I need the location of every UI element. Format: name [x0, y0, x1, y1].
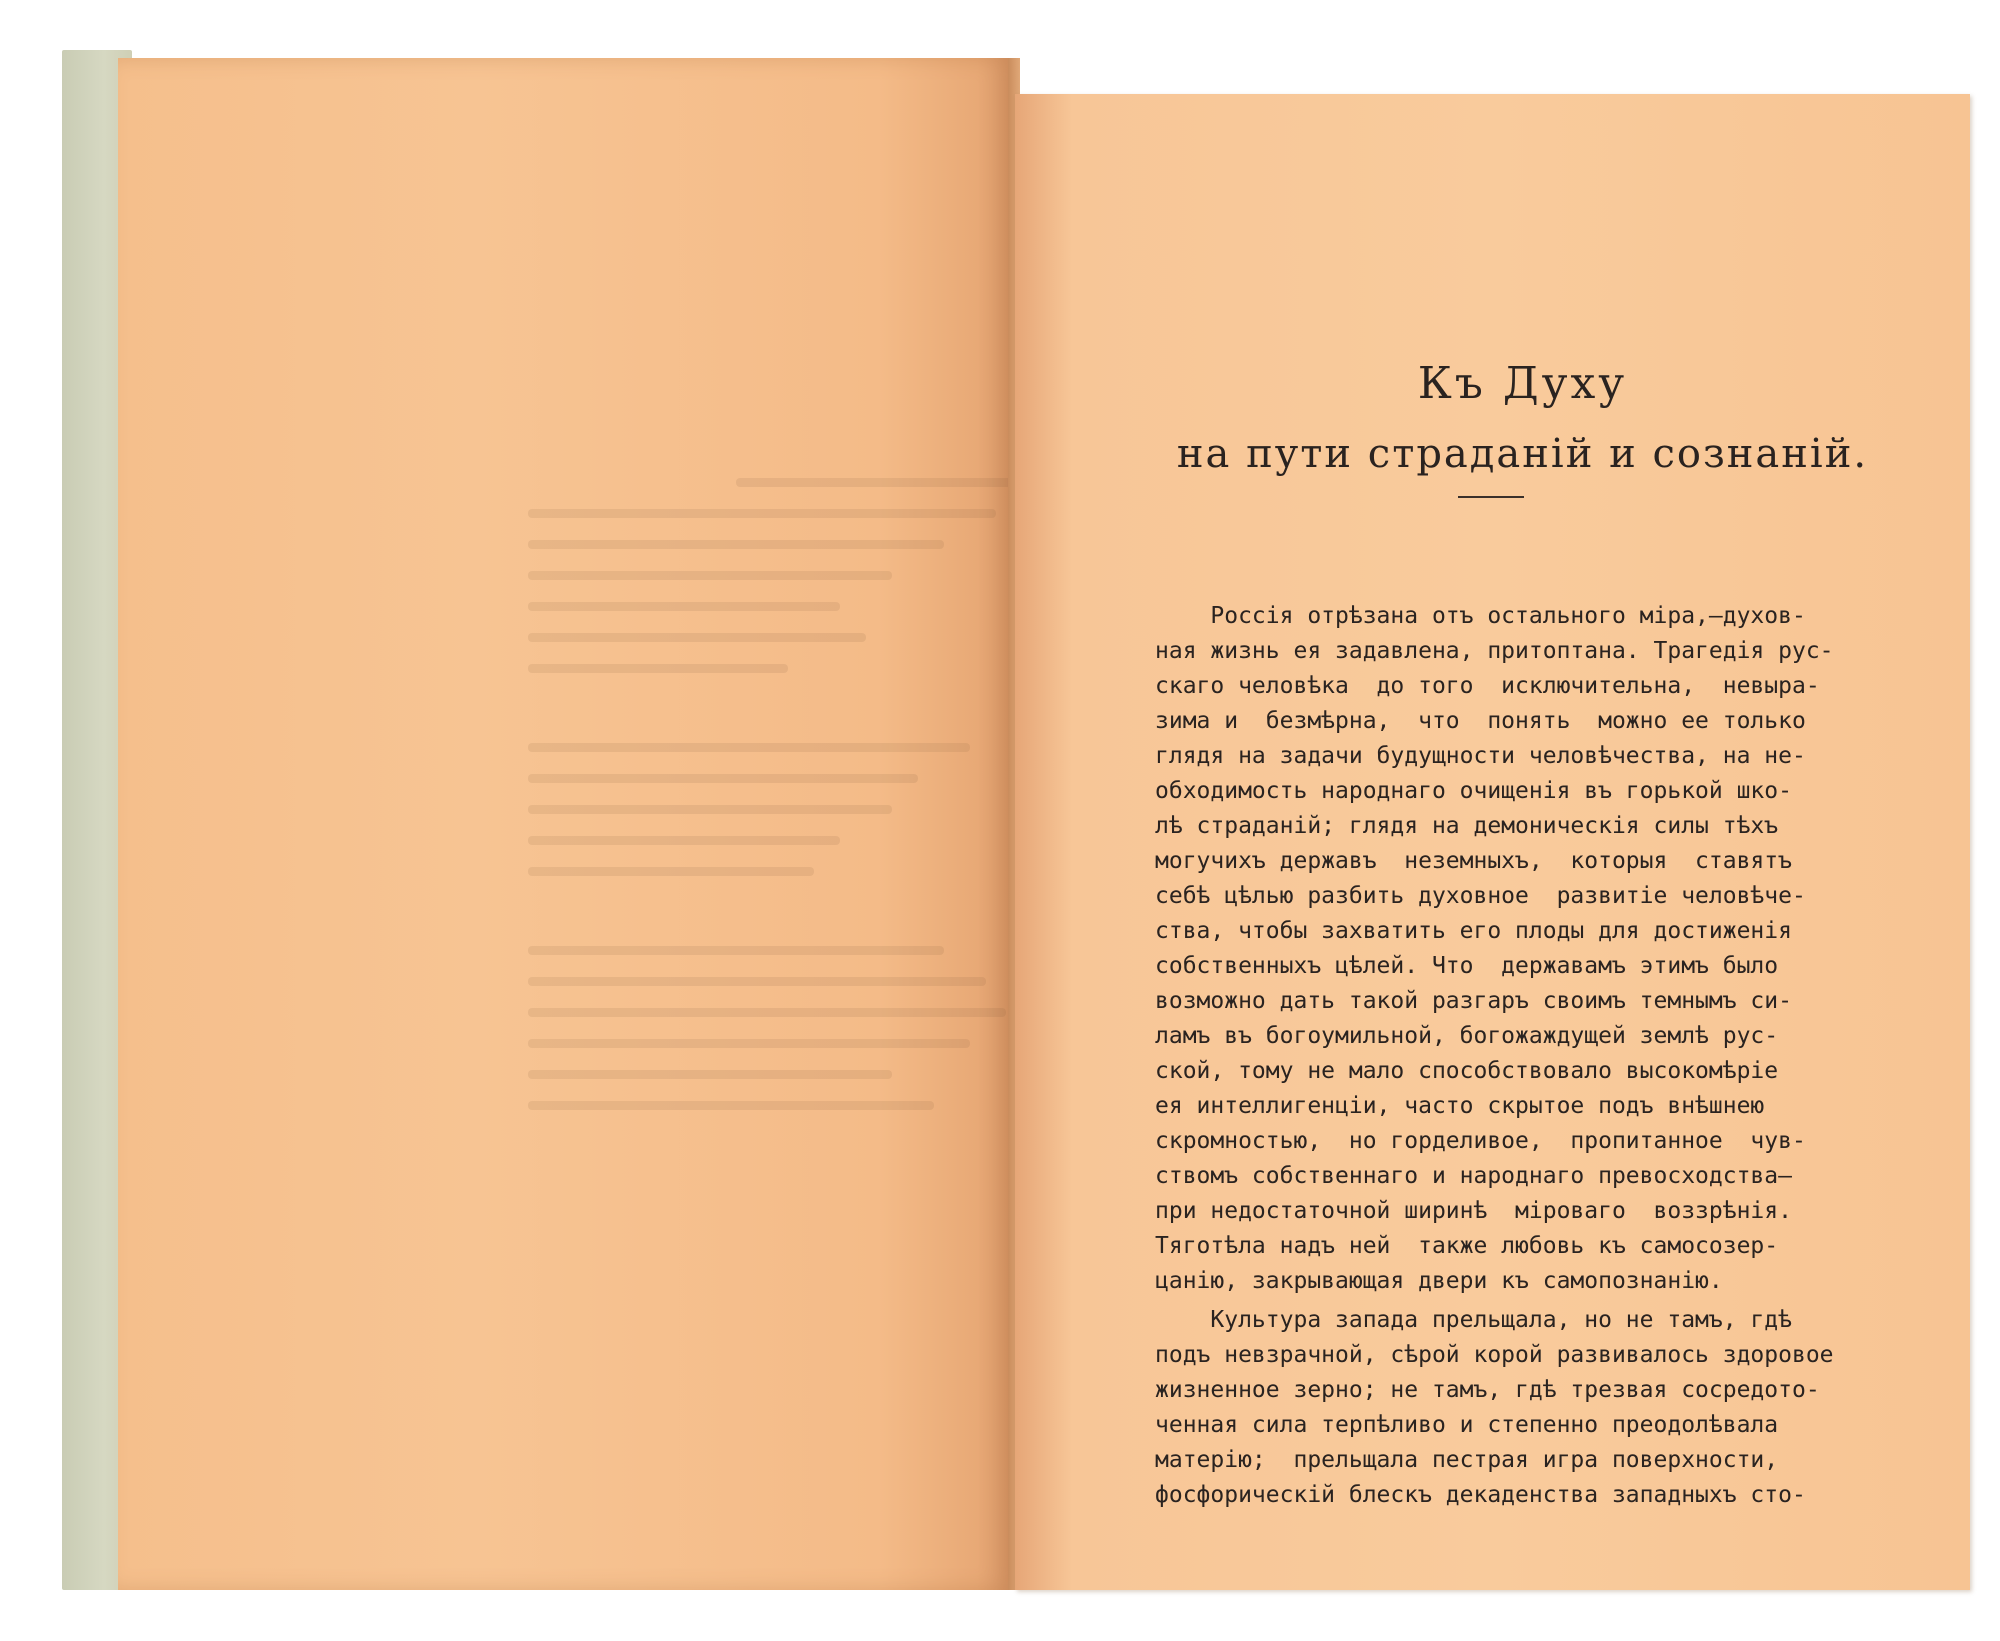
text-line: возможно дать такой разгаръ своимъ темнымъ си- [1155, 988, 1792, 1014]
text-line: ламъ въ богоумильной, богожаждущей землѣ рус- [1155, 1023, 1779, 1049]
text-line: Тяготѣла надъ ней также любовь къ самосозер- [1155, 1233, 1779, 1259]
text-line: скромностью, но гордeливое, пропитанное чув- [1155, 1128, 1806, 1154]
text-line: глядя на задачи будущности человѣчества, на не- [1155, 743, 1806, 769]
text-line: цанію, закрывающая двери къ самопознанію. [1155, 1268, 1723, 1294]
text-line: ствомъ собственнаго и народнаго превосходства— [1155, 1163, 1792, 1189]
text-line: Культура запада прельщала, но не тамъ, гдѣ [1155, 1307, 1792, 1333]
bleed-through-text [528, 478, 1048, 1238]
text-line: Россія отрѣзана отъ остального міра,—духов- [1155, 603, 1806, 629]
title-line-2: на пути страданій и сознаній. [1176, 431, 1869, 477]
text-line: ской, тому не мало способствовало высокомѣріе [1155, 1058, 1779, 1084]
title-divider [1458, 496, 1524, 498]
paragraph-2 [1155, 1303, 1834, 1513]
text-line: скаго человѣка до того исключительна, невыра- [1155, 673, 1820, 699]
text-line: ная жизнь ея задавлена, притоптана. Трагедія рус- [1155, 638, 1834, 664]
paragraph-1 [1155, 599, 1834, 1299]
text-line: ея интеллигенціи, часто скрытое подъ внѣшнею [1155, 1093, 1765, 1119]
right-page [1015, 94, 1970, 1590]
text-line: ства, чтобы захватить его плоды для достиженія [1155, 918, 1792, 944]
text-line: подъ невзрачной, сѣрой корой развивалось здоровое [1155, 1342, 1834, 1368]
body-text [1155, 599, 1834, 1513]
text-line: лѣ страданій; глядя на демоническія силы тѣхъ [1155, 813, 1779, 839]
text-line: собственныхъ цѣлей. Что державамъ этимъ было [1155, 953, 1779, 979]
text-line: матерію; прельщала пестрая игра поверхности, [1155, 1447, 1779, 1473]
text-line: могучихъ державъ неземныхъ, которыя ставятъ [1155, 848, 1792, 874]
chapter-title [1015, 354, 1970, 484]
title-line-1: Къ Духу [1417, 358, 1628, 409]
text-line: обходимость народнаго очищенія въ горькой шко- [1155, 778, 1792, 804]
text-line: зима и безмѣрна, что понять можно ее только [1155, 708, 1806, 734]
text-line: жизненное зерно; не тамъ, гдѣ трезвая сосредото- [1155, 1377, 1820, 1403]
text-line: при недостаточной ширинѣ міроваго воззрѣнія. [1155, 1198, 1792, 1224]
text-line: себѣ цѣлью разбить духовное развитіе человѣче- [1155, 883, 1806, 909]
text-line: ченная сила терпѣливо и степенно преодолѣвала [1155, 1412, 1779, 1438]
left-page [118, 58, 1013, 1590]
text-line: фосфорическій блескъ декаденства западныхъ сто- [1155, 1482, 1806, 1508]
